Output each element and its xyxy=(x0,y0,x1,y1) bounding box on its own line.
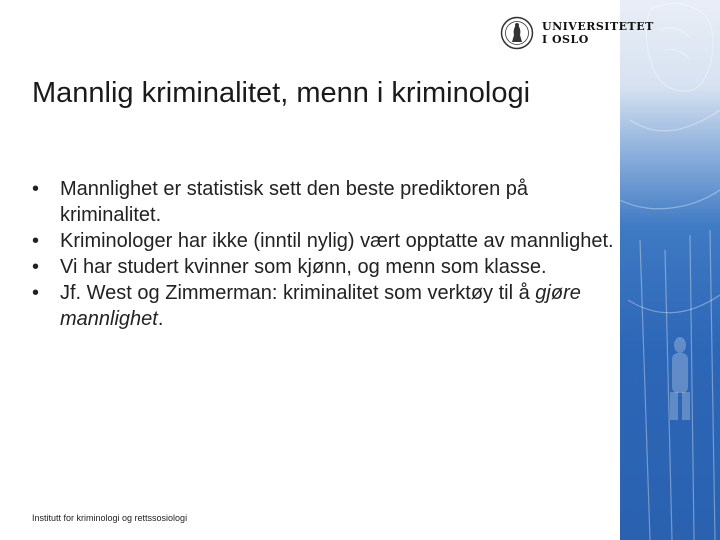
bullet-item xyxy=(32,176,622,228)
bullet-list xyxy=(32,176,622,332)
bullet-marker: • xyxy=(32,256,40,278)
bullet-italic-text: gjøre mannlighet xyxy=(60,282,581,330)
statue-illustration xyxy=(620,0,720,540)
bullet-item xyxy=(32,254,622,280)
decorative-side-band xyxy=(620,0,720,540)
bullet-marker: • xyxy=(32,282,40,304)
bullet-text: Kriminologer har ikke (inntil nylig) vært opptatte av mannlighet. xyxy=(60,230,614,252)
university-seal-icon xyxy=(500,16,534,50)
bullet-item xyxy=(32,280,622,332)
footer-institute: Institutt for kriminologi og rettssosiologi xyxy=(32,513,188,523)
bullet-text: Vi har studert kvinner som kjønn, og menn som klasse. xyxy=(60,256,547,278)
bullet-text: Jf. West og Zimmerman: kriminalitet som verktøy til å xyxy=(60,282,536,304)
university-wordmark xyxy=(542,20,654,46)
logo-line-1: UNIVERSITETET xyxy=(542,20,654,33)
bullet-text: Mannlighet er statistisk sett den beste prediktoren på kriminalitet. xyxy=(60,178,529,226)
bullet-marker: • xyxy=(32,178,40,200)
bullet-marker: • xyxy=(32,230,40,252)
slide-title: Mannlig kriminalitet, menn i kriminologi xyxy=(32,77,531,109)
bullet-item xyxy=(32,228,622,254)
bullet-suffix: . xyxy=(157,308,164,330)
logo-line-2: I OSLO xyxy=(542,33,589,46)
university-logo[interactable] xyxy=(500,12,654,54)
